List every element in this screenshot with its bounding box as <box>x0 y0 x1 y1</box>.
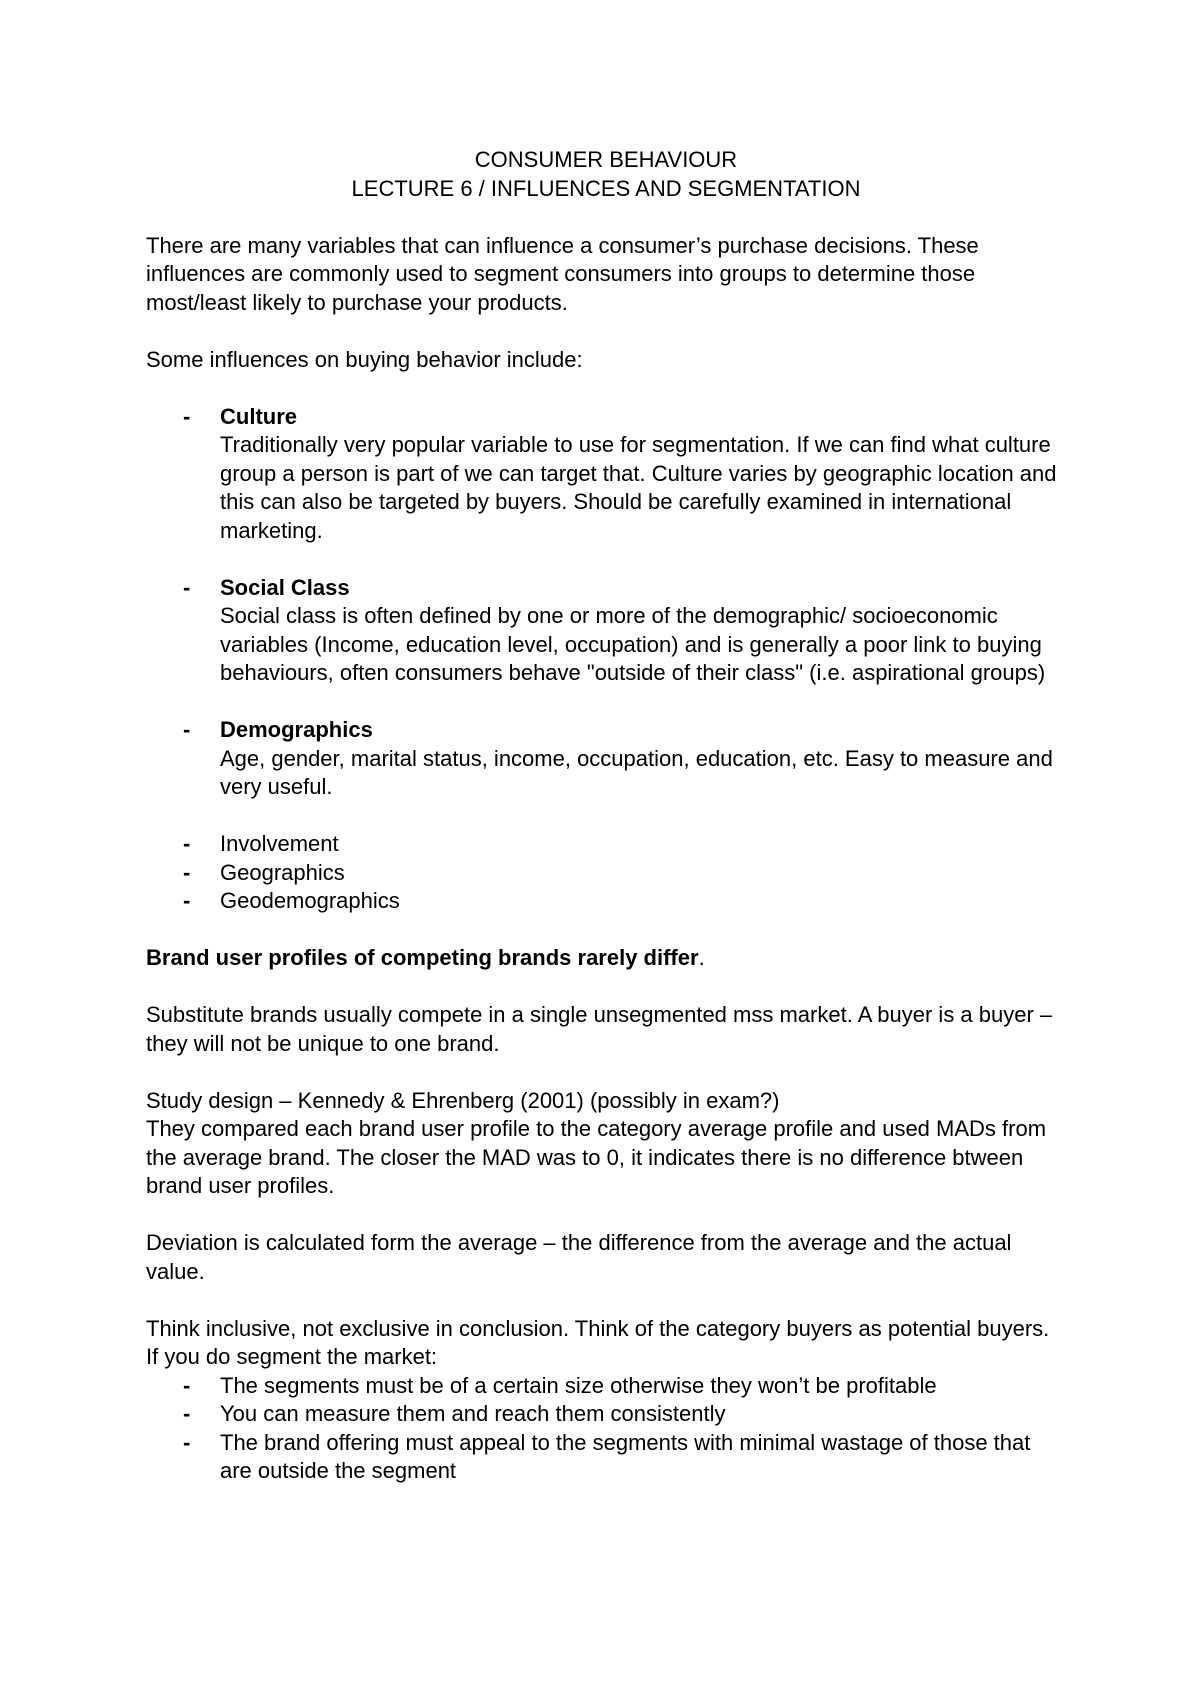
bullet-dash: - <box>183 1401 191 1426</box>
substitute-paragraph: Substitute brands usually compete in a single unsegmented mss market. A buyer is a buyer – they will not be unique to one brand. <box>146 1002 1053 1056</box>
bullet-dash: - <box>183 717 191 742</box>
requirement-item: You can measure them and reach them consistently <box>220 1401 726 1426</box>
influence-heading: Culture <box>220 403 297 429</box>
influence-heading: Demographics <box>220 717 373 742</box>
list-item <box>146 716 1066 802</box>
document-title <box>146 146 1066 203</box>
bullet-dash: - <box>183 403 191 429</box>
list-item <box>146 574 1066 688</box>
list-item <box>146 859 1066 888</box>
bullet-dash: - <box>183 831 191 856</box>
requirement-item: The segments must be of a certain size otherwise they won’t be profitable <box>220 1372 937 1398</box>
influence-item: Geographics <box>220 859 345 885</box>
bullet-dash: - <box>183 574 191 600</box>
list-item <box>146 830 1066 859</box>
influences-lead: Some influences on buying behavior include: <box>146 346 583 372</box>
influence-item: Geodemographics <box>220 888 400 913</box>
list-item <box>146 887 1066 916</box>
bullet-dash: - <box>183 1429 191 1455</box>
course-title: CONSUMER BEHAVIOUR <box>474 147 738 172</box>
document-content <box>146 146 1066 1486</box>
bullet-dash: - <box>183 859 191 885</box>
deviation-paragraph: Deviation is calculated form the average – the difference from the average and the actual value. <box>146 1230 1012 1284</box>
brand-profiles-statement <box>146 944 1066 973</box>
intro-paragraph: There are many variables that can influence a consumer’s purchase decisions. These influences are commonly used to segment consumers into groups to determine those most/least likely to purchase your products. <box>146 232 979 315</box>
influence-body: Social class is often defined by one or more of the demographic/ socioeconomic variables (Income, education level, occupation) and is generally a poor link to buying behaviours, often consumers behave "outside of their class" (i.e. aspirational groups) <box>220 603 1046 685</box>
segment-requirements-list <box>146 1372 1066 1486</box>
bullet-dash: - <box>183 888 191 913</box>
brand-profiles-punct: . <box>698 945 705 970</box>
influence-item: Involvement <box>220 831 339 856</box>
list-item <box>146 403 1066 546</box>
conclusion-paragraph: Think inclusive, not exclusive in conclusion. Think of the category buyers as potential buyers. If you do segment the market: <box>146 1315 1050 1369</box>
influence-body: Traditionally very popular variable to use for segmentation. If we can find what culture group a person is part of we can target that. Culture varies by geographic location and this can also be targeted by buyers. Should be carefully examined in international marketing. <box>220 432 1057 543</box>
study-design-body: They compared each brand user profile to the category average profile and used MADs from the average brand. The closer the MAD was to 0, it indicates there is no difference btween brand user profiles. <box>146 1116 1047 1198</box>
detailed-influences-list <box>146 403 1066 916</box>
list-item <box>146 1429 1066 1486</box>
influence-heading: Social Class <box>220 574 350 600</box>
influence-body: Age, gender, marital status, income, occupation, education, etc. Easy to measure and very useful. <box>220 745 1053 799</box>
brand-profiles-heading: Brand user profiles of competing brands rarely differ <box>146 945 699 970</box>
bullet-dash: - <box>183 1372 191 1398</box>
requirement-item: The brand offering must appeal to the segments with minimal wastage of those that are outside the segment <box>220 1429 1031 1483</box>
study-design-heading: Study design – Kennedy & Ehrenberg (2001) (possibly in exam?) <box>146 1087 780 1113</box>
list-item <box>146 1372 1066 1401</box>
list-item <box>146 1400 1066 1429</box>
lecture-title: LECTURE 6 / INFLUENCES AND SEGMENTATION <box>351 175 861 201</box>
